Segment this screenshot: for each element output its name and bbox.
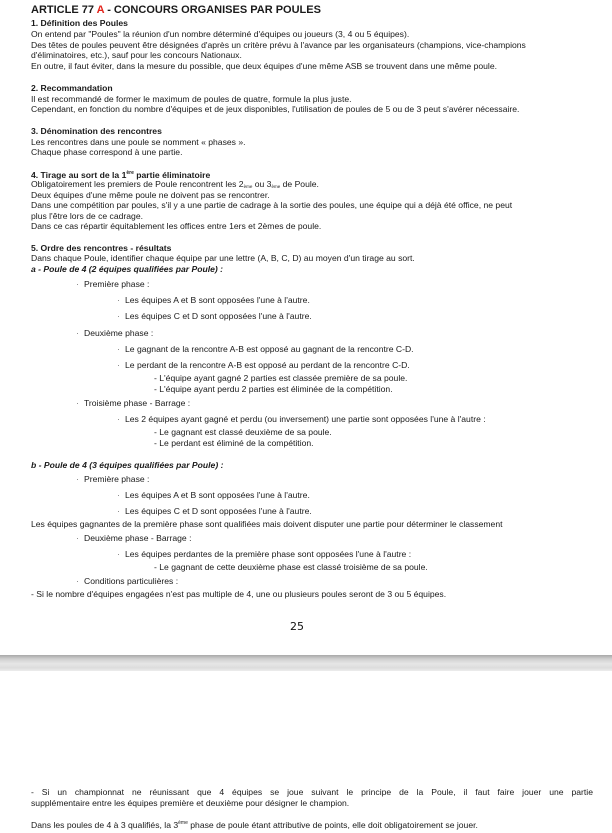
s4-line: Dans ce cas répartir équitablement les offices entre 1ers et 2èmes de poule.: [31, 221, 322, 231]
section-1-title: 1. Définition des Poules: [31, 18, 128, 28]
document-page-26: [0, 671, 612, 833]
bullet-icon: ·: [117, 414, 120, 424]
phase-item: · Conditions particulières :: [76, 576, 179, 586]
s3-line: Les rencontres dans une poule se nomment « phases ».: [31, 137, 246, 147]
bullet-icon: ·: [76, 328, 79, 338]
list-item: · Les équipes C et D sont opposées l'une à l'autre.: [117, 311, 312, 321]
s1-line: d'éliminatoires, etc.), sauf pour les concours Nationaux.: [31, 50, 242, 60]
phase-item: · Deuxième phase - Barrage :: [76, 533, 192, 543]
b-note: Les équipes gagnantes de la première phase sont qualifiées mais doivent disputer une partie pour déterminer le classement: [31, 519, 503, 529]
section-2-title: 2. Recommandation: [31, 83, 113, 93]
bullet-icon: ·: [76, 474, 79, 484]
bullet-icon: ·: [117, 295, 120, 305]
subsection-b-title: b - Poule de 4 (3 équipes qualifiées par Poule) :: [31, 460, 224, 470]
s4-line: Deux équipes d'une même poule ne doivent pas se rencontrer.: [31, 190, 270, 200]
s2-line: Il est recommandé de former le maximum de poules de quatre, formule la plus juste.: [31, 94, 352, 104]
p2-line: supplémentaire entre les équipes première et deuxième pour désigner le champion.: [31, 798, 350, 808]
bullet-icon: ·: [76, 576, 79, 586]
list-item: · Les 2 équipes ayant gagné et perdu (ou inversement) une partie sont opposées l'une à l'autre :: [117, 414, 486, 424]
bullet-icon: ·: [117, 549, 120, 559]
list-item: · Le gagnant de la rencontre A-B est opposé au gagnant de la rencontre C-D.: [117, 344, 414, 354]
dash-item: - Si le nombre d'équipes engagées n'est pas multiple de 4, une ou plusieurs poules seront de 3 ou 5 équipes.: [31, 589, 447, 599]
section-5-title: 5. Ordre des rencontres - résultats: [31, 243, 172, 253]
list-item: · Les équipes A et B sont opposées l'une à l'autre.: [117, 295, 310, 305]
s4-line: Obligatoirement les premiers de Poule rencontrent les $2_{ème}$ ou $3_{ème}$ de Poule.: [31, 179, 319, 189]
dash-item: - Le gagnant est classé deuxième de sa poule.: [154, 427, 332, 437]
article-letter: A: [96, 4, 105, 16]
bullet-icon: ·: [117, 490, 120, 500]
list-item: · Les équipes A et B sont opposées l'une à l'autre.: [117, 490, 310, 500]
article-heading: ARTICLE 77 A - CONCOURS ORGANISES PAR POULES: [31, 4, 321, 16]
list-item: · Les équipes C et D sont opposées l'une à l'autre.: [117, 506, 312, 516]
page-separator: [0, 655, 612, 671]
bullet-icon: ·: [76, 279, 79, 289]
bullet-icon: ·: [117, 311, 120, 321]
p2-line: - Si un championnat ne réunissant que 4 équipes se joue suivant le principe de la Poule, il faut faire jouer une partie: [31, 787, 593, 797]
dash-item: - L'équipe ayant perdu 2 parties est éliminée de la compétition.: [154, 384, 393, 394]
s1-line: Des têtes de poules peuvent être désignées d'après un critère prévu à l'avance par les organisateurs (champions, vice-champions: [31, 40, 526, 50]
bullet-icon: ·: [117, 506, 120, 516]
s2-line: Cependant, en fonction du nombre d'équipes et de jeux disponibles, l'utilisation de poules de 5 ou de 3 peut s'avérer nécessaire.: [31, 104, 520, 114]
list-item: · Les équipes perdantes de la première phase sont opposées l'une à l'autre :: [117, 549, 412, 559]
phase-item: · Deuxième phase :: [76, 328, 154, 338]
page-number: 25: [290, 620, 304, 633]
bullet-icon: ·: [76, 533, 79, 543]
phase-item: · Première phase :: [76, 474, 150, 484]
section-3-title: 3. Dénomination des rencontres: [31, 126, 162, 136]
dash-item: - Le gagnant de cette deuxième phase est classé troisième de sa poule.: [154, 562, 428, 572]
bullet-icon: ·: [76, 398, 79, 408]
s4-line: Dans une compétition par poules, s'il y a une partie de cadrage à la sortie des poules, une équipe qui a déjà été office, ne peut: [31, 200, 513, 210]
s1-line: En outre, il faut éviter, dans la mesure du possible, que deux équipes d'une même ASB se trouvent dans une même poule.: [31, 61, 497, 71]
phase-item: · Troisième phase - Barrage :: [76, 398, 191, 408]
phase-item: · Première phase :: [76, 279, 150, 289]
s3-line: Chaque phase correspond à une partie.: [31, 147, 183, 157]
s4-line: plus l'être lors de ce cadrage.: [31, 211, 143, 221]
s5-intro: Dans chaque Poule, identifier chaque équipe par une lettre (A, B, C, D) au moyen d'un tirage au sort.: [31, 253, 415, 263]
dash-item: - L'équipe ayant gagné 2 parties est classée première de sa poule.: [154, 373, 408, 383]
dash-item: - Le perdant est éliminé de la compétition.: [154, 438, 314, 448]
s1-line: On entend par "Poules" la réunion d'un nombre déterminé d'équipes ou joueurs (3, 4 ou 5 équipes).: [31, 29, 410, 39]
bullet-icon: ·: [117, 360, 120, 370]
list-item: · Le perdant de la rencontre A-B est opposé au perdant de la rencontre C-D.: [117, 360, 410, 370]
bullet-icon: ·: [117, 344, 120, 354]
p2-line: Dans les poules de 4 à 3 qualifiés, la 3ème phase de poule étant attributive de points, elle doit obligatoirement se jouer.: [31, 820, 478, 830]
section-4-title: 4. Tirage au sort de la 1ère partie éliminatoire: [31, 170, 211, 180]
subsection-a-title: a - Poule de 4 (2 équipes qualifiées par Poule) :: [31, 264, 223, 274]
